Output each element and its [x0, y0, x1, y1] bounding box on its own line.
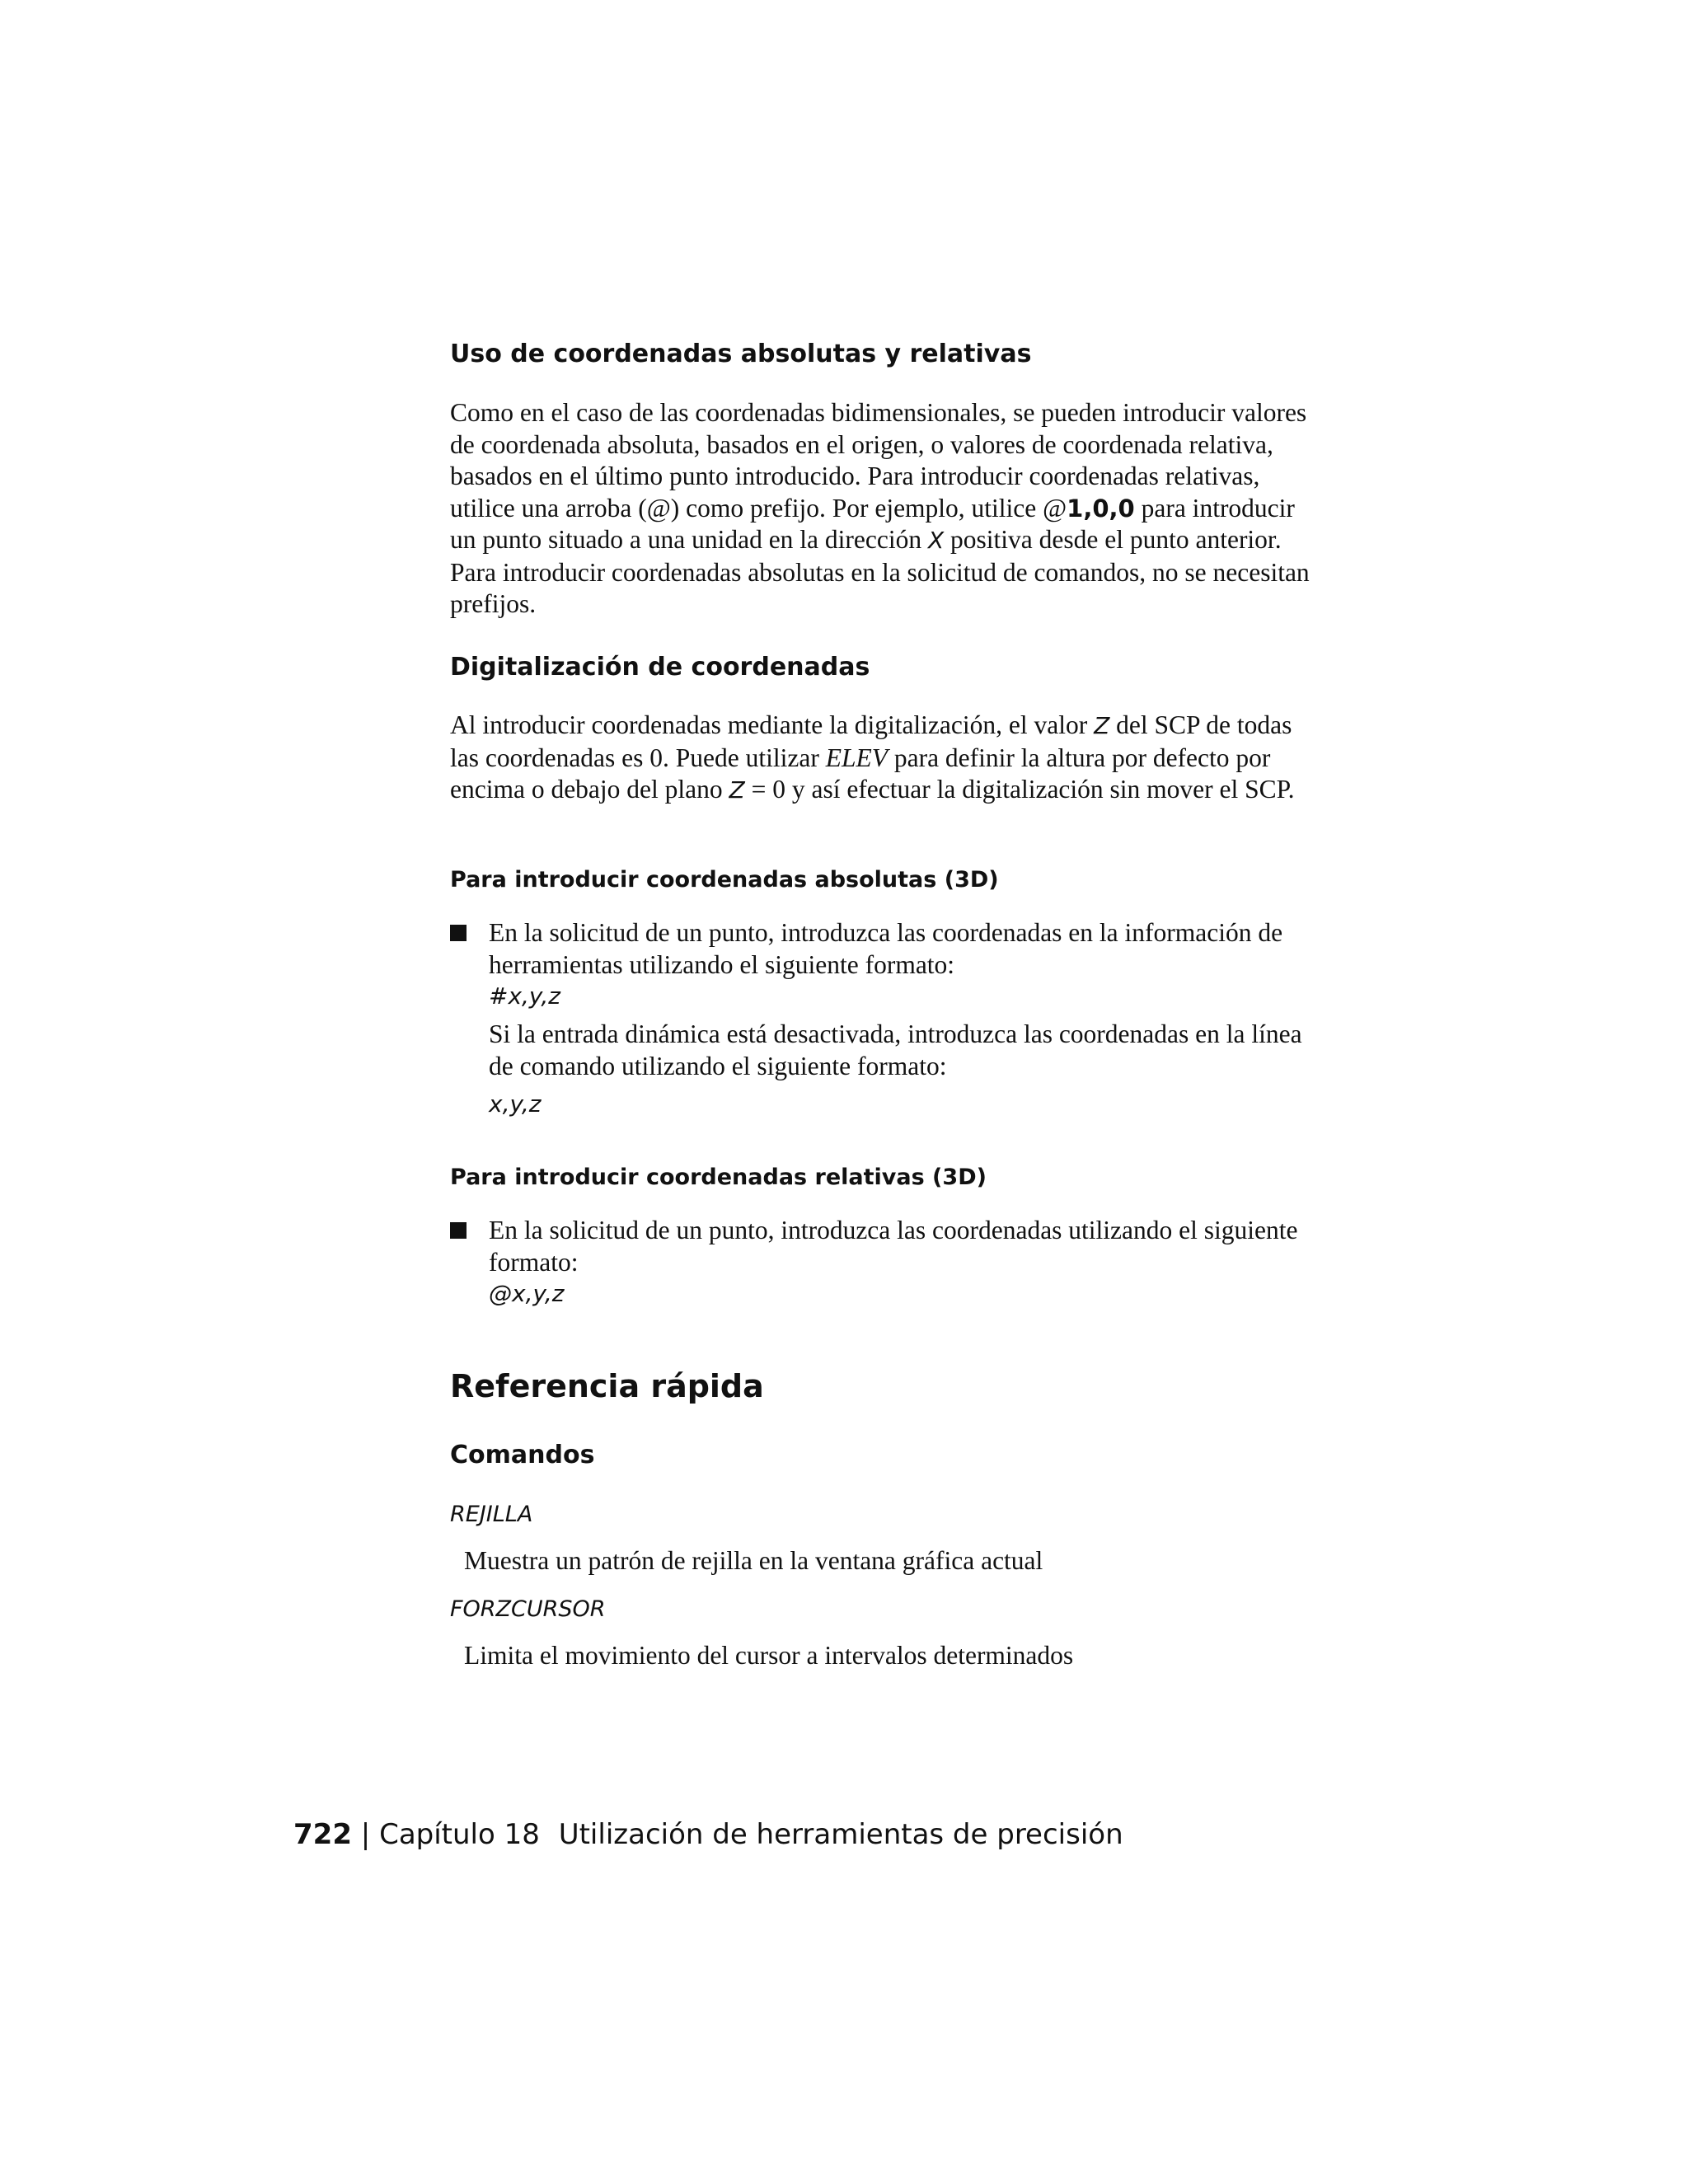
- bullet-note: Si la entrada dinámica está desactivada, introduzca las coordenadas en la línea de comando utilizando el siguiente formato:: [489, 1019, 1302, 1080]
- bullet-text: En la solicitud de un punto, introduzca las coordenadas utilizando el siguiente formato:: [489, 1216, 1298, 1277]
- paragraph-absolute-relative: Como en el caso de las coordenadas bidimensionales, se pueden introducir valores de coordenada absoluta, basados en el origen, o valores de coordenada relativa, basados en el último punto introducido. Para introducir coordenadas relativas, utilice una arroba (@) como prefijo. Por ejemplo, utilice @1,0,0 para introducir un punto situado a una unidad en la dirección X positiva desde el punto anterior. Para introducir coordenadas absolutas en la solicitud de comandos, no se necesitan prefijos.: [450, 398, 1310, 618]
- section-heading-digitizing: Digitalización de coordenadas: [450, 653, 870, 682]
- section-heading-absolute-relative: Uso de coordenadas absolutas y relativas: [450, 340, 1032, 368]
- page-number: 722: [293, 1818, 352, 1851]
- example-coordinate: 1,0,0: [1067, 494, 1135, 523]
- command-name-rejilla: REJILLA: [450, 1502, 533, 1527]
- list-item: [450, 1215, 1324, 1314]
- list-item: [450, 917, 1324, 1132]
- bullet-square-icon: [450, 925, 467, 941]
- procedure-heading-absolute: Para introducir coordenadas absolutas (3D): [450, 867, 999, 893]
- format-code: #x,y,z: [489, 982, 560, 1010]
- format-code: @x,y,z: [489, 1280, 565, 1307]
- chapter-title: Utilización de herramientas de precisión: [558, 1818, 1123, 1851]
- bullet-text: En la solicitud de un punto, introduzca las coordenadas en la información de herramientas utilizando el siguiente formato:: [489, 918, 1283, 979]
- format-code-alt: x,y,z: [489, 1090, 542, 1118]
- page-footer: [293, 1818, 1123, 1851]
- footer-separator: |: [360, 1818, 371, 1851]
- chapter-label: Capítulo 18: [379, 1818, 540, 1851]
- paragraph-digitizing: Al introducir coordenadas mediante la digitalización, el valor Z del SCP de todas las coordenadas es 0. Puede utilizar ELEV para definir la altura por defecto por encima o debajo del plano Z = 0 y así efectuar la digitalización sin mover el SCP.: [450, 710, 1295, 804]
- procedure-heading-relative: Para introducir coordenadas relativas (3D): [450, 1165, 987, 1190]
- command-description-forzcursor: Limita el movimiento del cursor a intervalos determinados: [464, 1641, 1074, 1670]
- quick-reference-heading: Referencia rápida: [450, 1368, 764, 1404]
- commands-heading: Comandos: [450, 1441, 595, 1469]
- command-name-forzcursor: FORZCURSOR: [450, 1596, 606, 1622]
- axis-label: X: [927, 527, 945, 554]
- command-description-rejilla: Muestra un patrón de rejilla en la ventana gráfica actual: [464, 1546, 1043, 1575]
- elev-command: ELEV: [825, 743, 888, 772]
- bullet-square-icon: [450, 1222, 467, 1239]
